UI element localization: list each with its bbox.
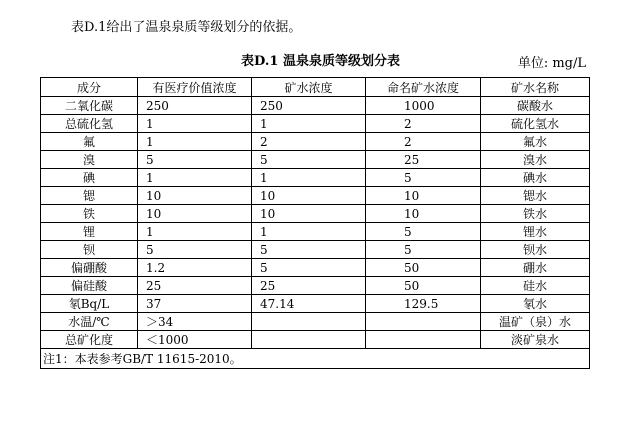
component-cell: 二氧化碳 — [41, 97, 138, 115]
medical-value-cell: 10 — [138, 205, 252, 223]
naming-value-cell: 50 — [366, 277, 481, 295]
table-body — [41, 97, 590, 349]
table-title: 表D.1 温泉泉质等级划分表 — [241, 54, 400, 69]
component-cell: 铁 — [41, 205, 138, 223]
naming-value-cell: 10 — [366, 205, 481, 223]
component-cell: 水温/℃ — [41, 313, 138, 331]
water-name-cell: 锶水 — [481, 187, 590, 205]
mineral-value-cell: 10 — [252, 187, 366, 205]
footnote: 注1：本表参考GB/T 11615-2010。 — [41, 349, 590, 369]
water-name-cell: 硼水 — [481, 259, 590, 277]
mineral-value-cell: 10 — [252, 205, 366, 223]
water-name-cell: 溴水 — [481, 151, 590, 169]
table-row — [41, 205, 590, 223]
table-row — [41, 259, 590, 277]
table-row — [41, 115, 590, 133]
table-row — [41, 169, 590, 187]
intro-text: 表D.1给出了温泉泉质等级划分的依据。 — [71, 20, 302, 35]
water-name-cell: 氟水 — [481, 133, 590, 151]
table-header-row — [41, 78, 590, 97]
footnote-row — [41, 349, 590, 369]
water-name-cell: 温矿（泉）水 — [481, 313, 590, 331]
component-cell: 氡Bq/L — [41, 295, 138, 313]
naming-value-cell: 2 — [366, 115, 481, 133]
mineral-value-cell: 1 — [252, 115, 366, 133]
water-name-cell: 淡矿泉水 — [481, 331, 590, 349]
mineral-value-cell: 1 — [252, 223, 366, 241]
table-row — [41, 241, 590, 259]
component-cell: 钡 — [41, 241, 138, 259]
naming-value-cell: 5 — [366, 169, 481, 187]
water-name-cell: 钡水 — [481, 241, 590, 259]
medical-value-cell: 1 — [138, 223, 252, 241]
component-cell: 溴 — [41, 151, 138, 169]
water-name-cell: 碘水 — [481, 169, 590, 187]
component-cell: 总矿化度 — [41, 331, 138, 349]
medical-value-cell: 1 — [138, 133, 252, 151]
component-cell: 偏硼酸 — [41, 259, 138, 277]
header-mineral-water-concentration: 矿水浓度 — [252, 78, 366, 97]
medical-value-cell: 1.2 — [138, 259, 252, 277]
table-row — [41, 97, 590, 115]
mineral-value-cell: 1 — [252, 169, 366, 187]
mineral-value-cell: 25 — [252, 277, 366, 295]
water-name-cell: 硫化氢水 — [481, 115, 590, 133]
medical-value-cell: 1 — [138, 169, 252, 187]
naming-value-cell: 5 — [366, 223, 481, 241]
table-row — [41, 277, 590, 295]
component-cell: 氟 — [41, 133, 138, 151]
mineral-value-cell: 5 — [252, 151, 366, 169]
table-row — [41, 187, 590, 205]
water-name-cell: 铁水 — [481, 205, 590, 223]
naming-value-cell: 50 — [366, 259, 481, 277]
naming-value-cell: 5 — [366, 241, 481, 259]
header-component: 成分 — [41, 78, 138, 97]
header-water-name: 矿水名称 — [481, 78, 590, 97]
water-name-cell: 锂水 — [481, 223, 590, 241]
mineral-value-cell: 250 — [252, 97, 366, 115]
medical-value-cell: 1 — [138, 115, 252, 133]
table-row — [41, 313, 590, 331]
naming-value-cell — [366, 331, 481, 349]
unit-label: 单位: mg/L — [517, 56, 586, 71]
medical-value-cell: ＞34 — [138, 313, 252, 331]
medical-value-cell: 5 — [138, 241, 252, 259]
medical-value-cell: 10 — [138, 187, 252, 205]
mineral-value-cell — [252, 331, 366, 349]
component-cell: 锂 — [41, 223, 138, 241]
medical-value-cell: 250 — [138, 97, 252, 115]
mineral-value-cell: 47.14 — [252, 295, 366, 313]
mineral-value-cell: 2 — [252, 133, 366, 151]
water-name-cell: 碳酸水 — [481, 97, 590, 115]
mineral-value-cell — [252, 313, 366, 331]
component-cell: 偏硅酸 — [41, 277, 138, 295]
naming-value-cell: 10 — [366, 187, 481, 205]
mineral-value-cell: 5 — [252, 241, 366, 259]
medical-value-cell: 5 — [138, 151, 252, 169]
medical-value-cell: 37 — [138, 295, 252, 313]
hot-spring-grade-table — [40, 77, 590, 369]
component-cell: 锶 — [41, 187, 138, 205]
naming-value-cell: 129.5 — [366, 295, 481, 313]
water-name-cell: 氡水 — [481, 295, 590, 313]
table-row — [41, 223, 590, 241]
table-row — [41, 133, 590, 151]
naming-value-cell — [366, 313, 481, 331]
medical-value-cell: 25 — [138, 277, 252, 295]
header-medical-concentration: 有医疗价值浓度 — [138, 78, 252, 97]
mineral-value-cell: 5 — [252, 259, 366, 277]
medical-value-cell: ＜1000 — [138, 331, 252, 349]
component-cell: 总硫化氢 — [41, 115, 138, 133]
naming-value-cell: 25 — [366, 151, 481, 169]
table-row — [41, 331, 590, 349]
water-name-cell: 硅水 — [481, 277, 590, 295]
naming-value-cell: 1000 — [366, 97, 481, 115]
table-row — [41, 295, 590, 313]
naming-value-cell: 2 — [366, 133, 481, 151]
component-cell: 碘 — [41, 169, 138, 187]
table-row — [41, 151, 590, 169]
header-naming-concentration: 命名矿水浓度 — [366, 78, 481, 97]
